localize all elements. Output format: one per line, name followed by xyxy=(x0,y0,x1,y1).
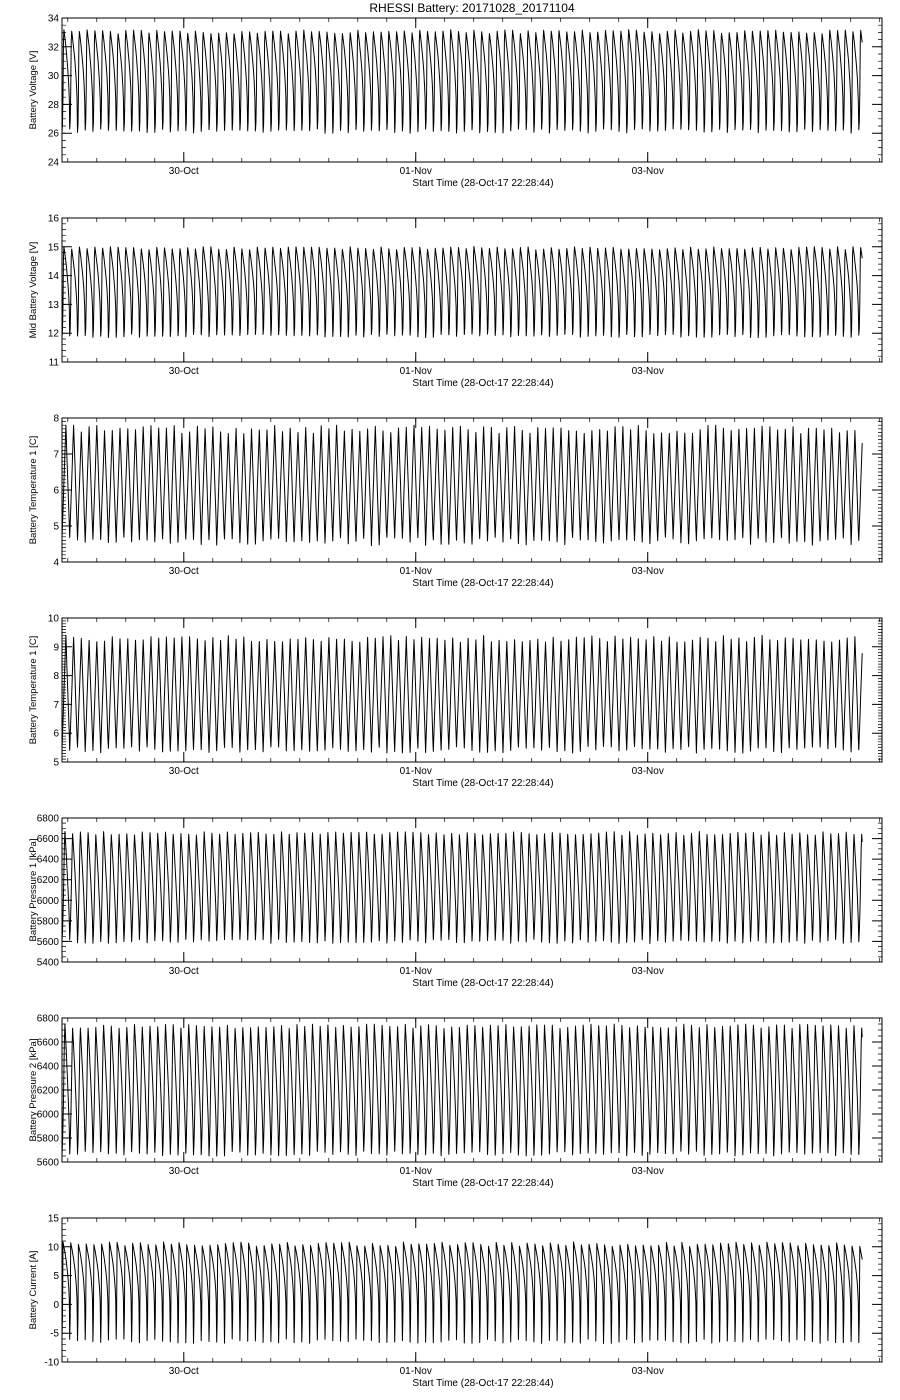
x-axis-label: Start Time (28-Oct-17 22:28:44) xyxy=(412,178,554,189)
y-tick-label: 6800 xyxy=(36,813,59,825)
x-axis-label: Start Time (28-Oct-17 22:28:44) xyxy=(412,578,554,589)
y-tick-label: 13 xyxy=(47,299,59,311)
y-tick-label: 5600 xyxy=(36,1157,59,1169)
x-tick-label: 01-Nov xyxy=(399,1366,432,1377)
y-tick-label: 6600 xyxy=(36,834,59,846)
y-axis-label: Battery Pressure 2 [kPa] xyxy=(28,1038,39,1142)
x-tick-label: 03-Nov xyxy=(631,566,664,577)
x-tick-label: 01-Nov xyxy=(399,166,432,177)
y-tick-label: 7 xyxy=(53,449,59,461)
y-tick-label: 8 xyxy=(53,413,59,425)
x-tick-label: 01-Nov xyxy=(399,566,432,577)
y-tick-label: 7 xyxy=(53,699,59,711)
y-axis-label: Battery Temperature 1 [C] xyxy=(28,635,39,745)
y-tick-label: 16 xyxy=(47,213,59,225)
y-tick-label: 6 xyxy=(53,485,59,497)
y-tick-label: 5800 xyxy=(36,916,59,928)
y-tick-label: 6200 xyxy=(36,875,59,887)
y-axis-label: Battery Voltage [V] xyxy=(28,50,39,130)
x-tick-label: 30-Oct xyxy=(168,1366,199,1377)
y-tick-label: 4 xyxy=(53,557,59,569)
y-tick-label: 6200 xyxy=(36,1085,59,1097)
x-axis-label: Start Time (28-Oct-17 22:28:44) xyxy=(412,1378,554,1389)
x-axis-label: Start Time (28-Oct-17 22:28:44) xyxy=(412,378,554,389)
y-tick-label: 6000 xyxy=(36,1109,59,1121)
x-tick-label: 30-Oct xyxy=(168,566,199,577)
y-tick-label: 9 xyxy=(53,642,59,654)
y-tick-label: -10 xyxy=(44,1357,59,1369)
y-tick-label: 34 xyxy=(47,13,59,25)
x-tick-label: 30-Oct xyxy=(168,366,199,377)
y-tick-label: 6600 xyxy=(36,1037,59,1049)
y-tick-label: 6400 xyxy=(36,1061,59,1073)
y-tick-label: 14 xyxy=(47,271,59,283)
x-tick-label: 30-Oct xyxy=(168,166,199,177)
x-tick-label: 03-Nov xyxy=(631,166,664,177)
y-tick-label: 5600 xyxy=(36,936,59,948)
y-tick-label: 5 xyxy=(53,757,59,769)
x-tick-label: 30-Oct xyxy=(168,766,199,777)
x-tick-label: 03-Nov xyxy=(631,966,664,977)
x-tick-label: 30-Oct xyxy=(168,966,199,977)
y-tick-label: -5 xyxy=(50,1328,59,1340)
y-tick-label: 26 xyxy=(47,128,59,140)
y-tick-label: 6800 xyxy=(36,1013,59,1025)
y-tick-label: 24 xyxy=(47,157,59,169)
x-tick-label: 30-Oct xyxy=(168,1166,199,1177)
y-tick-label: 28 xyxy=(47,99,59,111)
x-tick-label: 03-Nov xyxy=(631,766,664,777)
y-tick-label: 6 xyxy=(53,728,59,740)
y-tick-label: 5 xyxy=(53,521,59,533)
y-axis-label: Battery Current [A] xyxy=(28,1250,39,1330)
y-tick-label: 15 xyxy=(47,1213,59,1225)
y-tick-label: 30 xyxy=(47,71,59,83)
figure-title: RHESSI Battery: 20171028_20171104 xyxy=(369,1,575,15)
y-tick-label: 32 xyxy=(47,42,59,54)
x-axis-label: Start Time (28-Oct-17 22:28:44) xyxy=(412,978,554,989)
y-tick-label: 0 xyxy=(53,1299,59,1311)
y-axis-label: Battery Temperature 1 [C] xyxy=(28,435,39,545)
y-tick-label: 6000 xyxy=(36,895,59,907)
x-axis-label: Start Time (28-Oct-17 22:28:44) xyxy=(412,778,554,789)
y-axis-label: Mid Battery Voltage [V] xyxy=(28,241,39,339)
y-tick-label: 15 xyxy=(47,242,59,254)
y-tick-label: 10 xyxy=(47,613,59,625)
y-tick-label: 11 xyxy=(48,357,59,369)
y-axis-label: Battery Pressure 1 [kPa] xyxy=(28,838,39,942)
x-tick-label: 03-Nov xyxy=(631,1366,664,1377)
x-tick-label: 03-Nov xyxy=(631,366,664,377)
y-tick-label: 10 xyxy=(47,1242,59,1254)
y-tick-label: 8 xyxy=(53,671,59,683)
x-tick-label: 01-Nov xyxy=(399,366,432,377)
x-tick-label: 01-Nov xyxy=(399,966,432,977)
x-tick-label: 03-Nov xyxy=(631,1166,664,1177)
y-tick-label: 12 xyxy=(47,328,59,340)
x-tick-label: 01-Nov xyxy=(399,1166,432,1177)
y-tick-label: 5400 xyxy=(36,957,59,969)
x-axis-label: Start Time (28-Oct-17 22:28:44) xyxy=(412,1178,554,1189)
y-tick-label: 6400 xyxy=(36,854,59,866)
y-tick-label: 5 xyxy=(53,1271,59,1283)
y-tick-label: 5800 xyxy=(36,1133,59,1145)
x-tick-label: 01-Nov xyxy=(399,766,432,777)
